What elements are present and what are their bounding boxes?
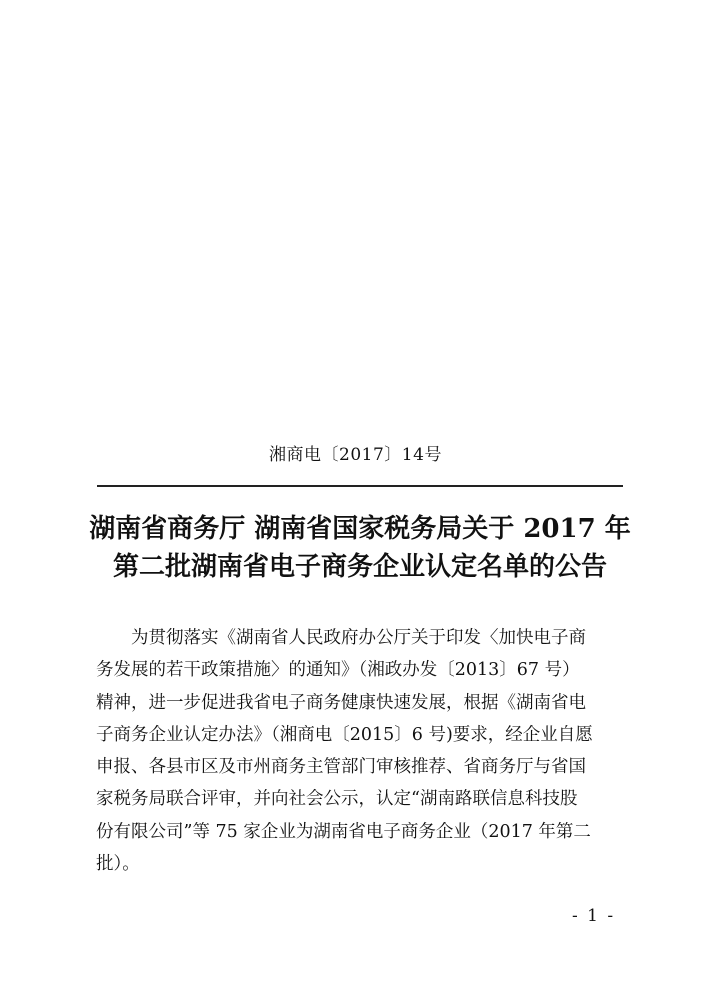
page-number: - 1 -	[572, 906, 616, 926]
body-line: 家税务局联合评审，并向社会公示，认定“湖南路联信息科技股	[96, 789, 578, 810]
document-title	[60, 510, 660, 586]
body-line: 子商务企业认定办法》（湘商电〔2015〕6 号)要求，经企业自愿	[96, 724, 593, 745]
body-line: 精神，进一步促进我省电子商务健康快速发展，根据《湖南省电	[96, 692, 586, 713]
title-line-2: 第二批湖南省电子商务企业认定名单的公告	[112, 552, 607, 582]
body-line: 份有限公司”等 75 家企业为湖南省电子商务企业（2017 年第二	[96, 821, 591, 842]
document-number: 湘商电〔2017〕14号	[269, 445, 442, 465]
title-line-1: 湖南省商务厅 湖南省国家税务局关于 2017 年	[89, 514, 631, 544]
body-line: 务发展的若干政策措施〉的通知》（湘政办发〔2013〕67 号）	[96, 660, 580, 681]
red-header-divider	[97, 485, 623, 487]
body-line: 批）。	[96, 854, 140, 875]
body-paragraph	[96, 622, 628, 880]
body-line: 为贯彻落实《湖南省人民政府办公厅关于印发〈加快电子商	[131, 628, 586, 648]
body-line: 申报、各县市区及市州商务主管部门审核推荐、省商务厅与省国	[96, 757, 586, 778]
